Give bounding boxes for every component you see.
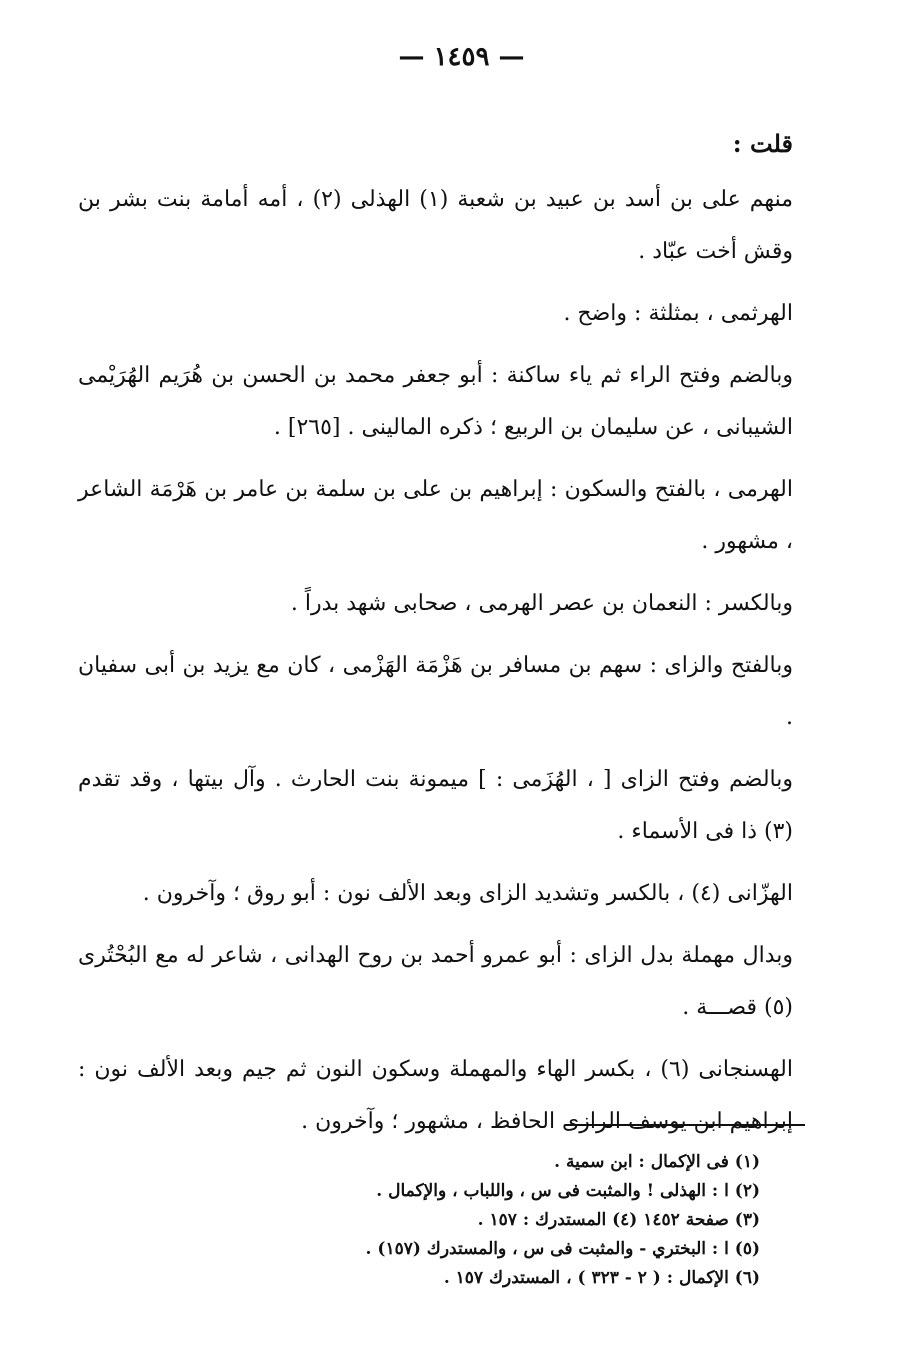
paragraph: الهسنجانى (٦) ، بكسر الهاء والمهملة وسكون النون ثم جيم وبعد الألف نون : إبراهيم ابن يوسف الرازى الحافظ ، مشهور ؛ وآخرون .	[78, 1057, 793, 1134]
paragraph-heading: قلت :	[732, 129, 793, 158]
paragraph: الهرمى ، بالفتح والسكون : إبراهيم بن على بن سلمة بن عامر بن هَرْمَة الشاعر ، مشهور .	[78, 477, 793, 554]
paragraph: وبالضم وفتح الزاى [ ، الهُزَمى : ] ميمونة بنت الحارث . وآل بيتها ، وقد تقدم (٣) ذا فى الأسماء .	[78, 767, 793, 844]
footnote: (١) فى الإكمال : ابن سمية .	[554, 1152, 760, 1172]
footnote-divider	[565, 1124, 805, 1126]
paragraph: وبالفتح والزاى : سهم بن مسافر بن هَزْمَة الهَزْمى ، كان مع يزيد بن أبى سفيان .	[78, 653, 793, 730]
footnote: (٦) الإكمال : ( ٢ - ٣٢٣ ) ، المستدرك ١٥٧ .	[443, 1268, 760, 1288]
paragraph: وبالضم وفتح الراء ثم ياء ساكنة : أبو جعفر محمد بن الحسن بن هُرَيم الهُرَيْمى الشيبانى ، عن سليمان بن الربيع ؛ ذكره المالينى . [٢٦٥] .	[78, 363, 793, 440]
footnote: (٢) ا : الهذلى ! والمثبت فى س ، واللباب ، والإكمال .	[376, 1181, 760, 1201]
paragraph: منهم على بن أسد بن عبيد بن شعبة (١) الهذلى (٢) ، أمه أمامة بنت بشر بن وقش أخت عبّاد .	[78, 187, 793, 264]
footnotes	[300, 1148, 760, 1293]
main-text	[78, 118, 793, 1158]
footnote: (٥) ا : البختري - والمثبت فى س ، والمستدرك (١٥٧) .	[365, 1239, 760, 1259]
paragraph: وبدال مهملة بدل الزاى : أبو عمرو أحمد بن روح الهدانى ، شاعر له مع البُحْتُرى (٥) قصـــة .	[78, 943, 794, 1020]
paragraph: وبالكسر : النعمان بن عصر الهرمى ، صحابى شهد بدراً .	[290, 591, 793, 616]
paragraph: الهرثمى ، بمثلثة : واضح .	[563, 301, 793, 326]
paragraph: الهزّانى (٤) ، بالكسر وتشديد الزاى وبعد الألف نون : أبو روق ؛ وآخرون .	[142, 881, 793, 906]
page-number: — ١٤٥٩ —	[398, 42, 525, 72]
footnote: (٣) صفحة ١٤٥٢ (٤) المستدرك : ١٥٧ .	[477, 1210, 760, 1230]
